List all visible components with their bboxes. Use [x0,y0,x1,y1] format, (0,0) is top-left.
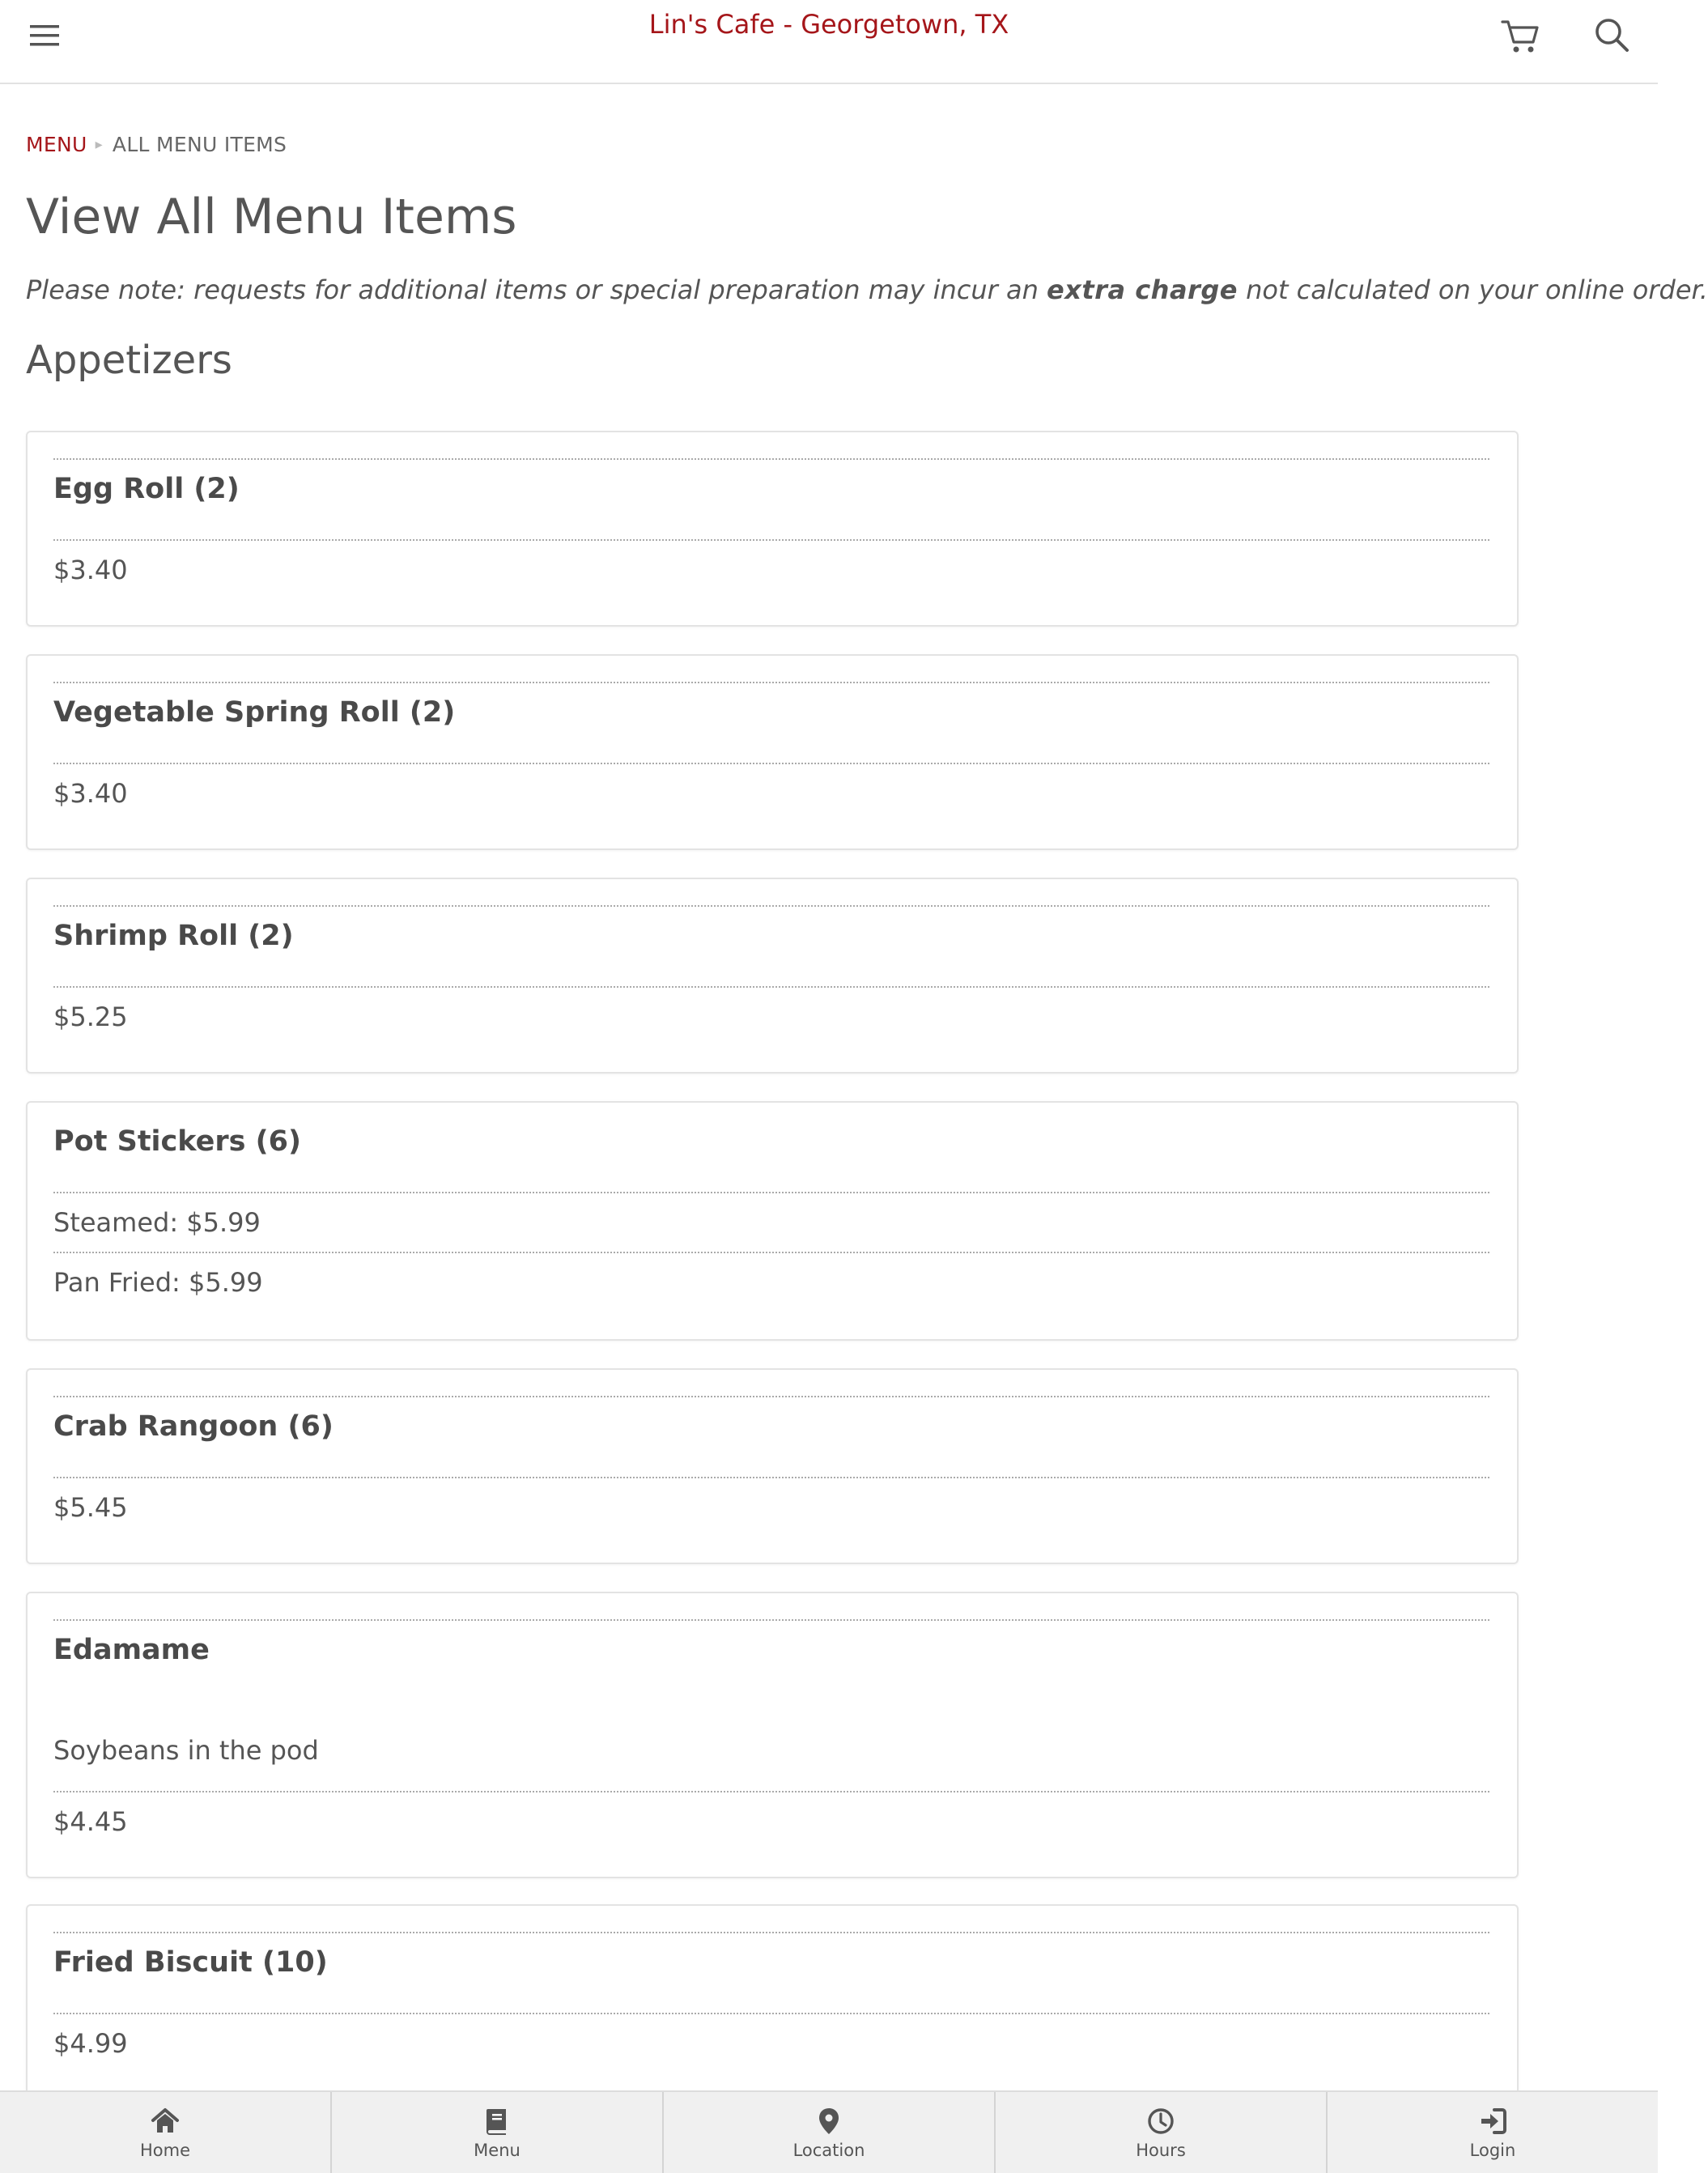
cart-icon[interactable] [1501,18,1540,55]
item-name: Egg Roll (2) [53,473,240,505]
item-name: Pot Stickers (6) [53,1125,301,1158]
divider [53,682,1489,683]
section-title-appetizers: Appetizers [26,338,232,383]
order-note-emphasis: extra charge [1047,274,1238,305]
nav-login[interactable] [1326,2092,1658,2173]
divider [53,1619,1489,1621]
item-price-option: Pan Fried: $5.99 [53,1267,263,1298]
nav-label: Menu [474,2141,520,2160]
item-price: $3.40 [53,555,128,585]
divider [53,539,1489,541]
item-description: Soybeans in the pod [53,1735,319,1766]
divider [53,905,1489,907]
nav-home[interactable] [0,2092,330,2173]
chevron-right-icon: ▸ [95,136,103,153]
divider [53,458,1489,460]
breadcrumb-menu-link[interactable]: MENU [26,133,87,156]
nav-label: Login [1469,2141,1516,2160]
bottom-nav [0,2090,1658,2173]
menu-item-card[interactable] [26,1592,1519,1878]
item-name: Vegetable Spring Roll (2) [53,696,456,729]
nav-hours[interactable] [994,2092,1326,2173]
divider [53,1477,1489,1478]
divider [53,2013,1489,2014]
menu-item-card[interactable] [26,1368,1519,1564]
nav-label: Home [139,2141,190,2160]
nav-location[interactable] [662,2092,994,2173]
nav-label: Hours [1136,2141,1186,2160]
item-name: Shrimp Roll (2) [53,920,294,952]
menu-item-card[interactable] [26,654,1519,850]
item-price: $4.99 [53,2028,128,2059]
clock-icon [1146,2107,1175,2136]
item-price: $3.40 [53,778,128,809]
item-price: $4.45 [53,1806,128,1837]
location-pin-icon [814,2107,843,2136]
menu-item-card[interactable] [26,878,1519,1074]
nav-label: Location [792,2141,865,2160]
item-name: Crab Rangoon (6) [53,1410,334,1443]
item-name: Edamame [53,1634,210,1666]
menu-book-icon [482,2107,512,2136]
site-title[interactable]: Lin's Cafe - Georgetown, TX [648,9,1009,40]
divider [53,1252,1489,1253]
home-icon [151,2107,180,2136]
breadcrumb [26,131,287,159]
item-price: $5.45 [53,1492,128,1523]
login-icon [1478,2107,1507,2136]
divider [53,986,1489,988]
nav-menu[interactable] [330,2092,662,2173]
item-price: $5.25 [53,1001,128,1032]
breadcrumb-current: ALL MENU ITEMS [112,133,287,156]
order-note [26,266,1708,314]
divider [53,1791,1489,1792]
divider [53,1932,1489,1933]
item-price-option: Steamed: $5.99 [53,1207,261,1238]
order-note-text-end: not calculated on your online order. [1237,274,1708,305]
page-title: View All Menu Items [26,189,517,245]
top-header [0,0,1658,84]
divider [53,1192,1489,1193]
item-name: Fried Biscuit (10) [53,1946,328,1979]
search-icon[interactable] [1593,16,1630,53]
divider [53,763,1489,764]
divider [53,1396,1489,1397]
menu-item-card[interactable] [26,1101,1519,1341]
order-note-text: Please note: requests for additional items or special preparation may incur an [26,274,1047,305]
menu-item-card[interactable] [26,431,1519,627]
